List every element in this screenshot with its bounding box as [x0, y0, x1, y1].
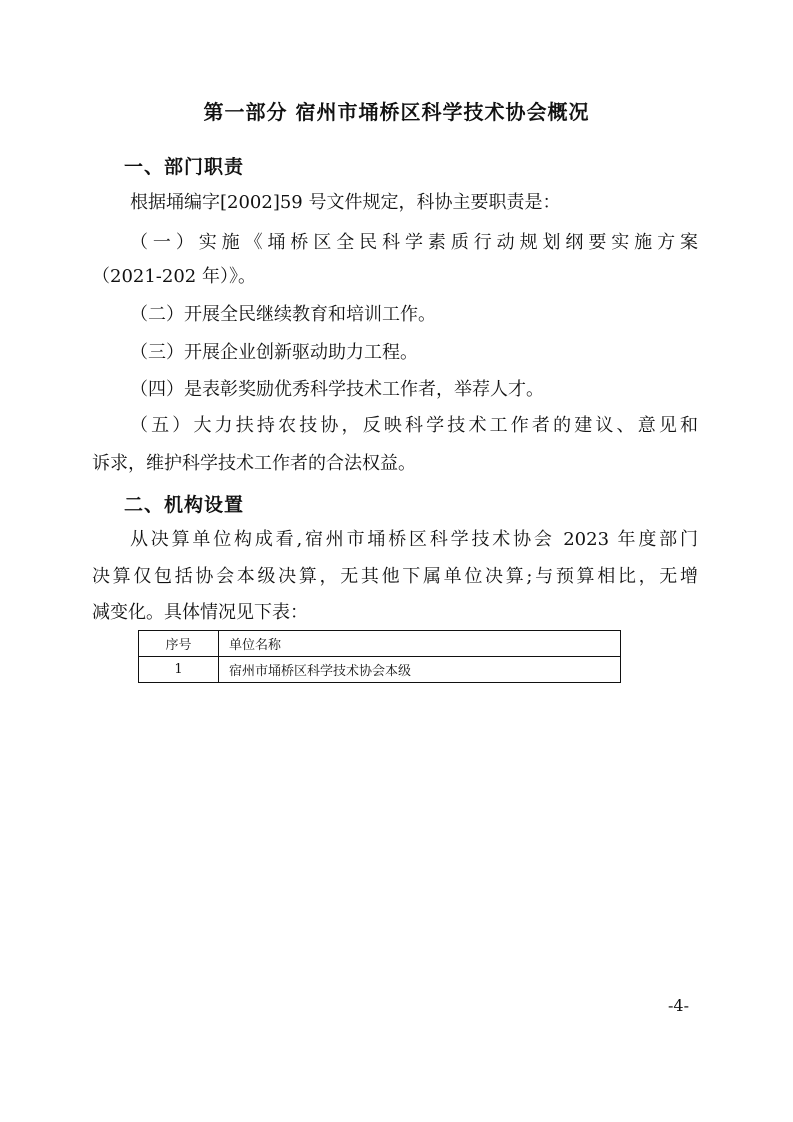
- table-cell-unit-name: 宿州市埇桥区科学技术协会本级: [219, 657, 621, 683]
- structure-para-line-3: 减变化。具体情况见下表：: [92, 602, 308, 623]
- duty-item-5-line-2: 诉求，维护科学技术工作者的合法权益。: [92, 453, 416, 474]
- table-cell-index: 1: [139, 657, 219, 683]
- duty-item-1-line-2: （2021-202 年）》。: [92, 266, 256, 287]
- page-title: 第一部分 宿州市埇桥区科学技术协会概况: [203, 100, 590, 124]
- duties-intro: 根据埇编字[2002]59 号文件规定，科协主要职责是：: [130, 192, 561, 213]
- table-header-unit-name: 单位名称: [219, 631, 621, 657]
- structure-para-line-2: 决算仅包括协会本级决算，无其他下属单位决算;与预算相比，无增: [92, 566, 698, 587]
- table-header-row: [139, 631, 621, 657]
- duty-item-3: （三）开展企业创新驱动助力工程。: [130, 342, 418, 363]
- table-header-index: 序号: [139, 631, 219, 657]
- page-number: -4-: [668, 996, 689, 1015]
- section-heading-structure: 二、机构设置: [124, 494, 245, 516]
- duty-item-2: （二）开展全民继续教育和培训工作。: [130, 304, 436, 325]
- table-row: [139, 657, 621, 683]
- structure-para-line-1: 从决算单位构成看,宿州市埇桥区科学技术协会 2023 年度部门: [130, 529, 698, 550]
- duty-item-5-line-1: （五）大力扶持农技协，反映科学技术工作者的建议、意见和: [130, 415, 698, 436]
- duty-item-4: （四）是表彰奖励优秀科学技术工作者，举荐人才。: [130, 379, 544, 400]
- unit-table: [138, 630, 621, 683]
- section-heading-duties: 一、部门职责: [124, 156, 245, 178]
- duty-item-1-line-1: （一）实施《埇桥区全民科学素质行动规划纲要实施方案: [130, 232, 698, 253]
